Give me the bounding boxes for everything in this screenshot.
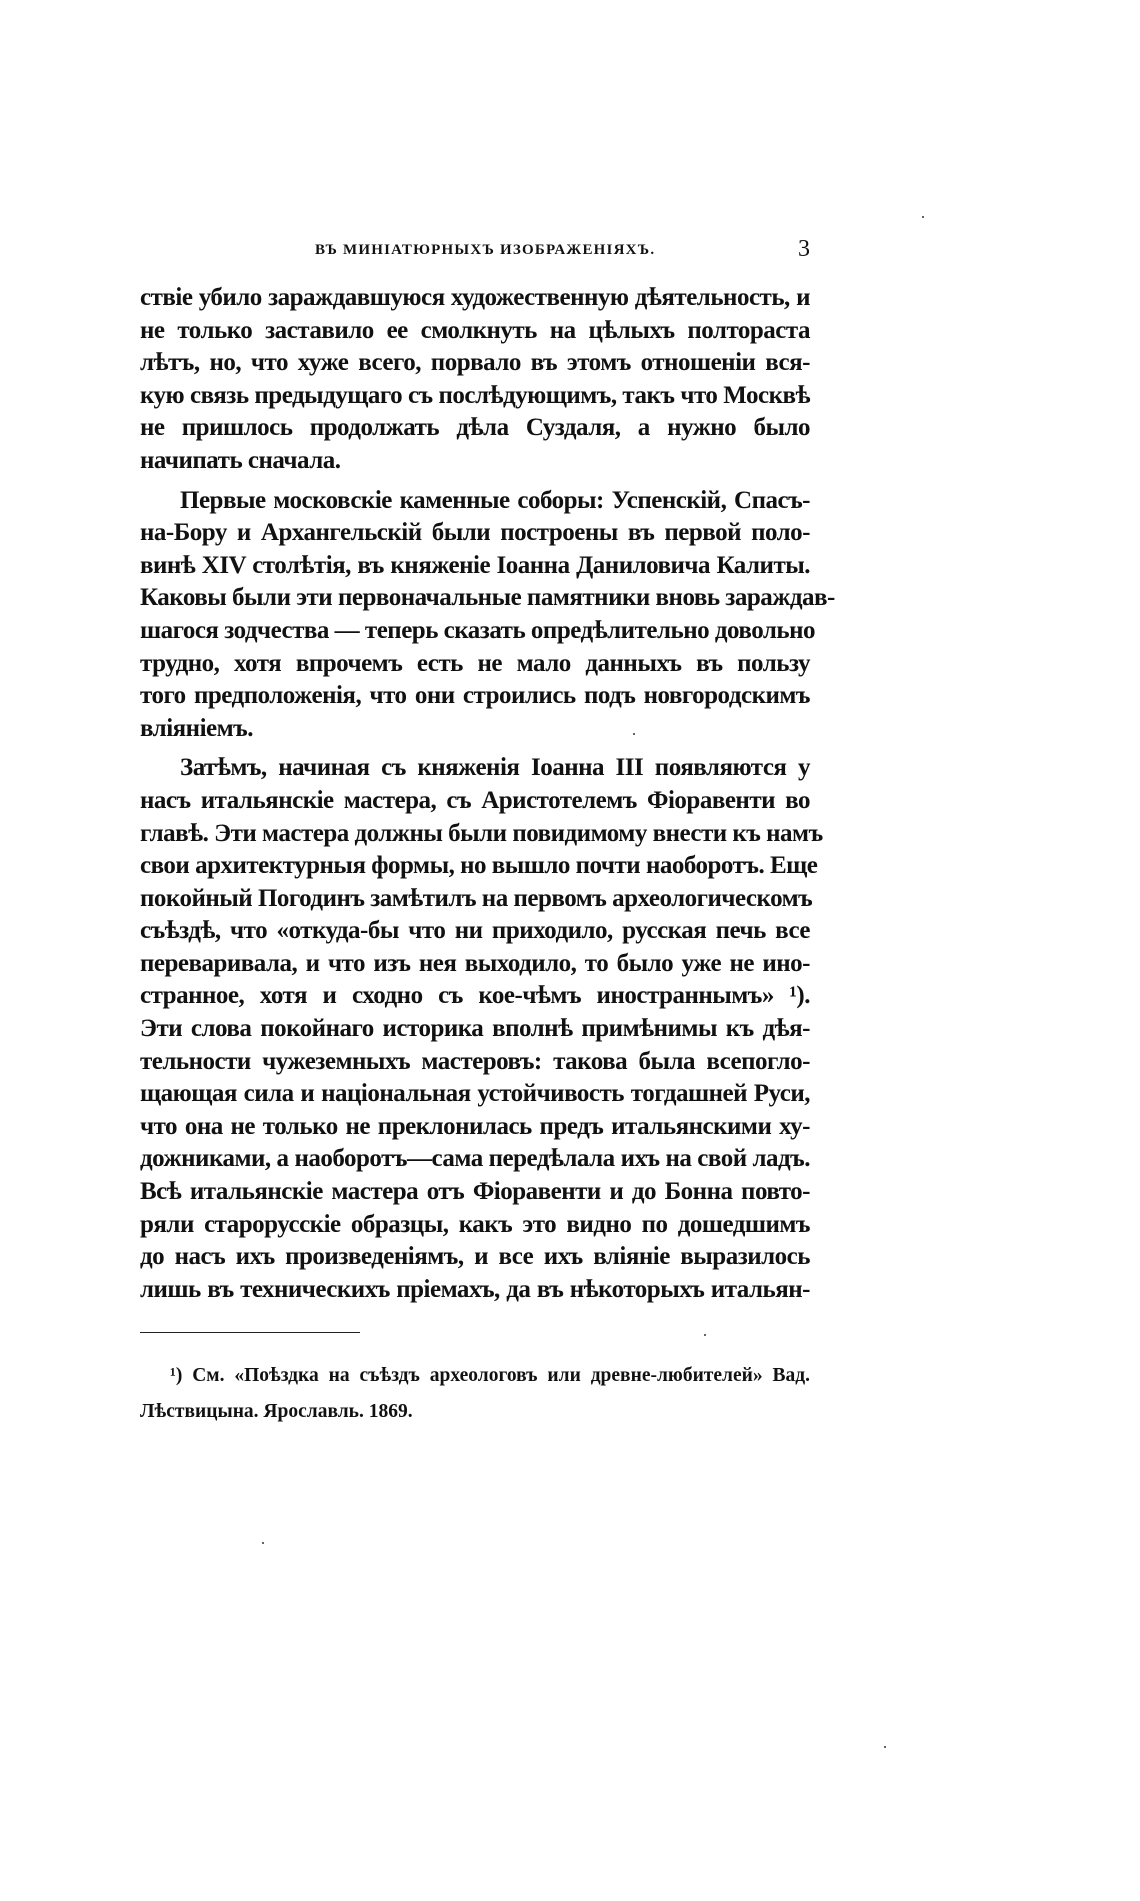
text-line: винѣ XIV столѣтія, въ княженіе Іоанна Даниловича Калиты. (140, 551, 810, 579)
body-text (140, 282, 835, 1306)
running-head (140, 236, 810, 266)
footnote-1 (140, 1358, 810, 1430)
footnote-line: Лѣствицына. Ярославль. 1869. (140, 1401, 413, 1422)
paragraph-1 (140, 282, 810, 478)
text-line: начипать сначала. (140, 446, 341, 474)
footnote-rule (140, 1332, 360, 1333)
paragraph-gap (140, 478, 810, 485)
text-line: свои архитектурныя формы, но вышло почти наоборотъ. Еще (140, 852, 818, 880)
text-line: до насъ ихъ произведеніямъ, и все ихъ вліяніе выразилось (140, 1243, 810, 1271)
paragraph-3 (140, 752, 823, 1306)
text-line: щающая сила и національная устойчивость тогдашней Руси, (140, 1080, 810, 1108)
text-line: насъ итальянскіе мастера, съ Аристотелемъ Фіоравенти во (140, 786, 810, 814)
paragraph-gap (140, 745, 810, 752)
text-line: того предположенія, что они строились подъ новгородскимъ (140, 682, 810, 710)
text-line: лѣтъ, но, что хуже всего, порвало въ этомъ отношеніи вся- (140, 349, 810, 377)
page-number: 3 (798, 236, 810, 262)
text-line: что она не только не преклонилась предъ итальянскими ху- (140, 1112, 810, 1140)
text-line: кую связь предыдущаго съ послѣдующимъ, такъ что Москвѣ (140, 381, 810, 409)
footnotes (140, 1358, 810, 1430)
print-speck (704, 1334, 706, 1336)
text-line: странное, хотя и сходно съ кое-чѣмъ иностраннымъ» ¹). (140, 982, 810, 1010)
text-line: переваривала, и что изъ нея выходило, то было уже не ино- (140, 949, 810, 977)
text-line: Затѣмъ, начиная съ княженія Іоанна III появляются у (180, 754, 810, 782)
text-line: тельности чужеземныхъ мастеровъ: такова была всепогло- (140, 1047, 810, 1075)
text-line: ряли старорусскіе образцы, какъ это видно по дошедшимъ (140, 1210, 810, 1238)
text-line: ствіе убило зараждавшуюся художественную дѣятельность, и (140, 284, 810, 311)
paragraph-2 (140, 485, 835, 746)
text-line: лишь въ техническихъ пріемахъ, да въ нѣкоторыхъ итальян- (140, 1275, 810, 1303)
text-line: Первые московскіе каменные соборы: Успенскій, Спасъ- (180, 486, 810, 514)
footnote-line: ¹) См. «Поѣздка на съѣздъ археологовъ или древне-любителей» Вад. (170, 1365, 810, 1386)
text-line: на-Бору и Архангельскій были построены въ первой поло- (140, 519, 810, 547)
text-line: трудно, хотя впрочемъ есть не мало данныхъ въ пользу (140, 649, 810, 677)
text-line: съѣздѣ, что «откуда-бы что ни приходило, русская печь все (140, 917, 810, 945)
text-line: шагося зодчества — теперь сказать опредѣлительно довольно (140, 616, 816, 644)
text-line: Всѣ итальянскіе мастера отъ Фіоравенти и до Бонна повто- (140, 1178, 810, 1206)
print-speck (884, 1746, 886, 1748)
text-line: вліяніемъ. (140, 714, 253, 742)
text-line: дожниками, а наоборотъ—сама передѣлала ихъ на свой ладъ. (140, 1145, 810, 1173)
text-line: покойный Погодинъ замѣтилъ на первомъ археологическомъ (140, 884, 813, 912)
text-line: Каковы были эти первоначальные памятники вновь зараждав- (140, 584, 835, 612)
print-speck (262, 1542, 264, 1544)
text-line: главѣ. Эти мастера должны были повидимому внести къ намъ (140, 819, 823, 847)
running-title: ВЪ МИНІАТЮРНЫХЪ ИЗОБРАЖЕНІЯХЪ. (315, 242, 656, 258)
text-line: не пришлось продолжать дѣла Суздаля, а нужно было (140, 414, 810, 442)
text-line: не только заставило ее смолкнуть на цѣлыхъ полтораста (140, 316, 810, 344)
print-speck (922, 216, 924, 218)
text-line: Эти слова покойнаго историка вполнѣ примѣнимы къ дѣя- (140, 1015, 810, 1043)
print-speck (633, 733, 635, 735)
